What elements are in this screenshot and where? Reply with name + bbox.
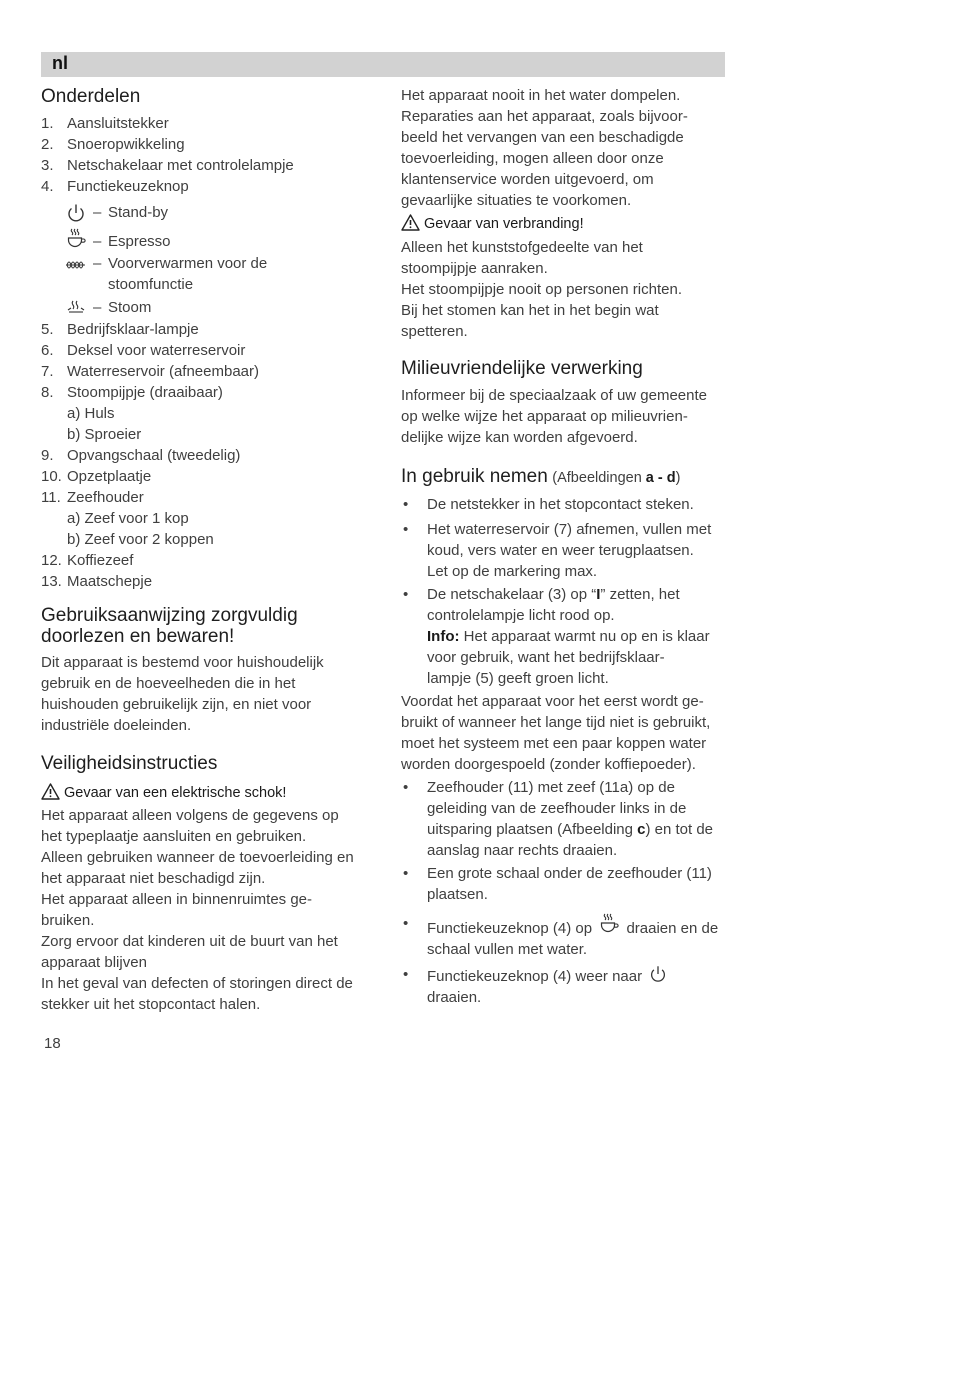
language-bar (41, 52, 725, 77)
list-item: 9. Opvangschaal (tweedelig) (41, 447, 241, 464)
list-item: 10. Opzetplaatje (41, 468, 152, 485)
list-item: • Functiekeuzeknop (4) op draaien en de schaal vullen met water. (403, 915, 719, 958)
preheat-coil-icon (65, 253, 87, 275)
electric-shock-warning: Gevaar van een elektrische schok! (41, 783, 371, 804)
sub-item: a) Huls (67, 405, 115, 422)
list-item: 8. Stoompijpje (draaibaar) (41, 384, 223, 401)
list-item: 4. Functiekeuzeknop (41, 178, 189, 195)
list-item: 11. Zeefhouder (41, 489, 144, 506)
espresso-cup-icon (598, 913, 620, 935)
function-espresso: – Espresso (41, 231, 371, 252)
flush-steps (401, 777, 731, 1008)
gebruik-steps (401, 494, 731, 689)
milieu-text: Informeer bij de speciaalzaak of uw gemeente op welke wijze het apparaat op milieuvrien- delijke wijze kan worden afgevoerd. (401, 387, 708, 446)
function-steam: – Stoom (41, 297, 371, 318)
list-item: 1. Aansluitstekker (41, 115, 169, 132)
gebruiksaanwijzing-heading: Gebruiksaanwijzing zorgvuldig doorlezen en bewaren! (41, 605, 298, 647)
milieu-heading: Milieuvriendelijke verwerking (401, 358, 643, 379)
warning-icon (401, 214, 420, 231)
safety-continued-text: Het apparaat nooit in het water dompelen. Reparaties aan het apparaat, zoals bijvoor- beeld het vervangen van een beschadigde toevoerleiding, mogen alleen door onze klantenservice worden uitgevoerd, om gevaarlijke situaties te voorkomen. (401, 87, 688, 209)
list-item: • Het waterreservoir (7) afnemen, vullen met koud, vers water en weer terugplaatsen. Let op de markering max. (403, 521, 712, 580)
onderdelen-heading: Onderdelen (41, 86, 141, 107)
power-icon (648, 964, 668, 984)
language-label: nl (52, 53, 68, 73)
sub-item: a) Zeef voor 1 kop (67, 510, 189, 527)
veiligheid-text: Het apparaat alleen volgens de gegevens op het typeplaatje aansluiten en gebruiken. Alleen gebruiken wanneer de toevoerleiding en het apparaat niet beschadigd zijn. Het apparaat alleen in binnenruimtes ge- bruiken. Zorg ervoor dat kinderen uit de buurt van het apparaat blijven In het geval van defecten of storingen direct de stekker uit het stopcontact halen. (41, 807, 354, 1013)
function-preheat: – Voorverwarmen voor de stoomfunctie (41, 253, 371, 295)
list-item: 7. Waterreservoir (afneembaar) (41, 363, 260, 380)
gebruik-heading: In gebruik nemen (Afbeeldingen a - d) (401, 466, 681, 487)
veiligheid-heading: Veiligheidsinstructies (41, 753, 218, 774)
burn-warning-text: Alleen het kunststofgedeelte van het stoompijpje aanraken. Het stoompijpje nooit op personen richten. Bij het stomen kan het in het begin wat spetteren. (401, 239, 683, 340)
list-item: • Een grote schaal onder de zeefhouder (11) plaatsen. (403, 865, 712, 903)
list-item: 5. Bedrijfsklaar-lampje (41, 321, 199, 338)
function-standby: – Stand-by (41, 202, 371, 223)
list-item: • De netschakelaar (3) op “I” zetten, het controlelampje licht rood op. Info: Het apparaat warmt nu op en is klaar voor gebruik, want het bedrijfsklaar- lampje (5) geeft groen licht. (403, 586, 710, 687)
list-item: 13. Maatschepje (41, 573, 153, 590)
espresso-cup-icon (65, 227, 87, 249)
list-item: • Zeefhouder (11) met zeef (11a) op de geleiding van de zeefhouder links in de uitsparing plaatsen (Afbeelding c) en tot de aanslag naar rechts draaien. (403, 779, 714, 859)
sub-item: b) Zeef voor 2 koppen (67, 531, 214, 548)
list-item: 12. Koffiezeef (41, 552, 134, 569)
list-item: 3. Netschakelaar met controlelampje (41, 157, 294, 174)
list-item: 6. Deksel voor waterreservoir (41, 342, 246, 359)
list-item: 2. Snoeropwikkeling (41, 136, 185, 153)
burn-warning: Gevaar van verbranding! (401, 214, 731, 235)
warning-icon (41, 783, 60, 800)
gebruiksaanwijzing-text: Dit apparaat is bestemd voor huishoudelijk gebruik en de hoeveelheden die in het huishouden gebruikelijk zijn, en niet voor industriële doeleinden. (41, 654, 324, 734)
flush-paragraph: Voordat het apparaat voor het eerst wordt ge- bruikt of wanneer het lange tijd niet is gebruikt, moet het systeem met een paar koppen water worden doorgespoeld (zonder koffiepoeder). (401, 693, 711, 773)
list-item: • De netstekker in het stopcontact steken. (403, 496, 694, 513)
power-icon (65, 202, 87, 224)
parts-list (41, 113, 371, 592)
page-number: 18 (44, 1035, 61, 1052)
steam-icon (65, 297, 87, 319)
list-item: • Functiekeuzeknop (4) weer naar draaien. (401, 964, 731, 1008)
sub-item: b) Sproeier (67, 426, 142, 443)
